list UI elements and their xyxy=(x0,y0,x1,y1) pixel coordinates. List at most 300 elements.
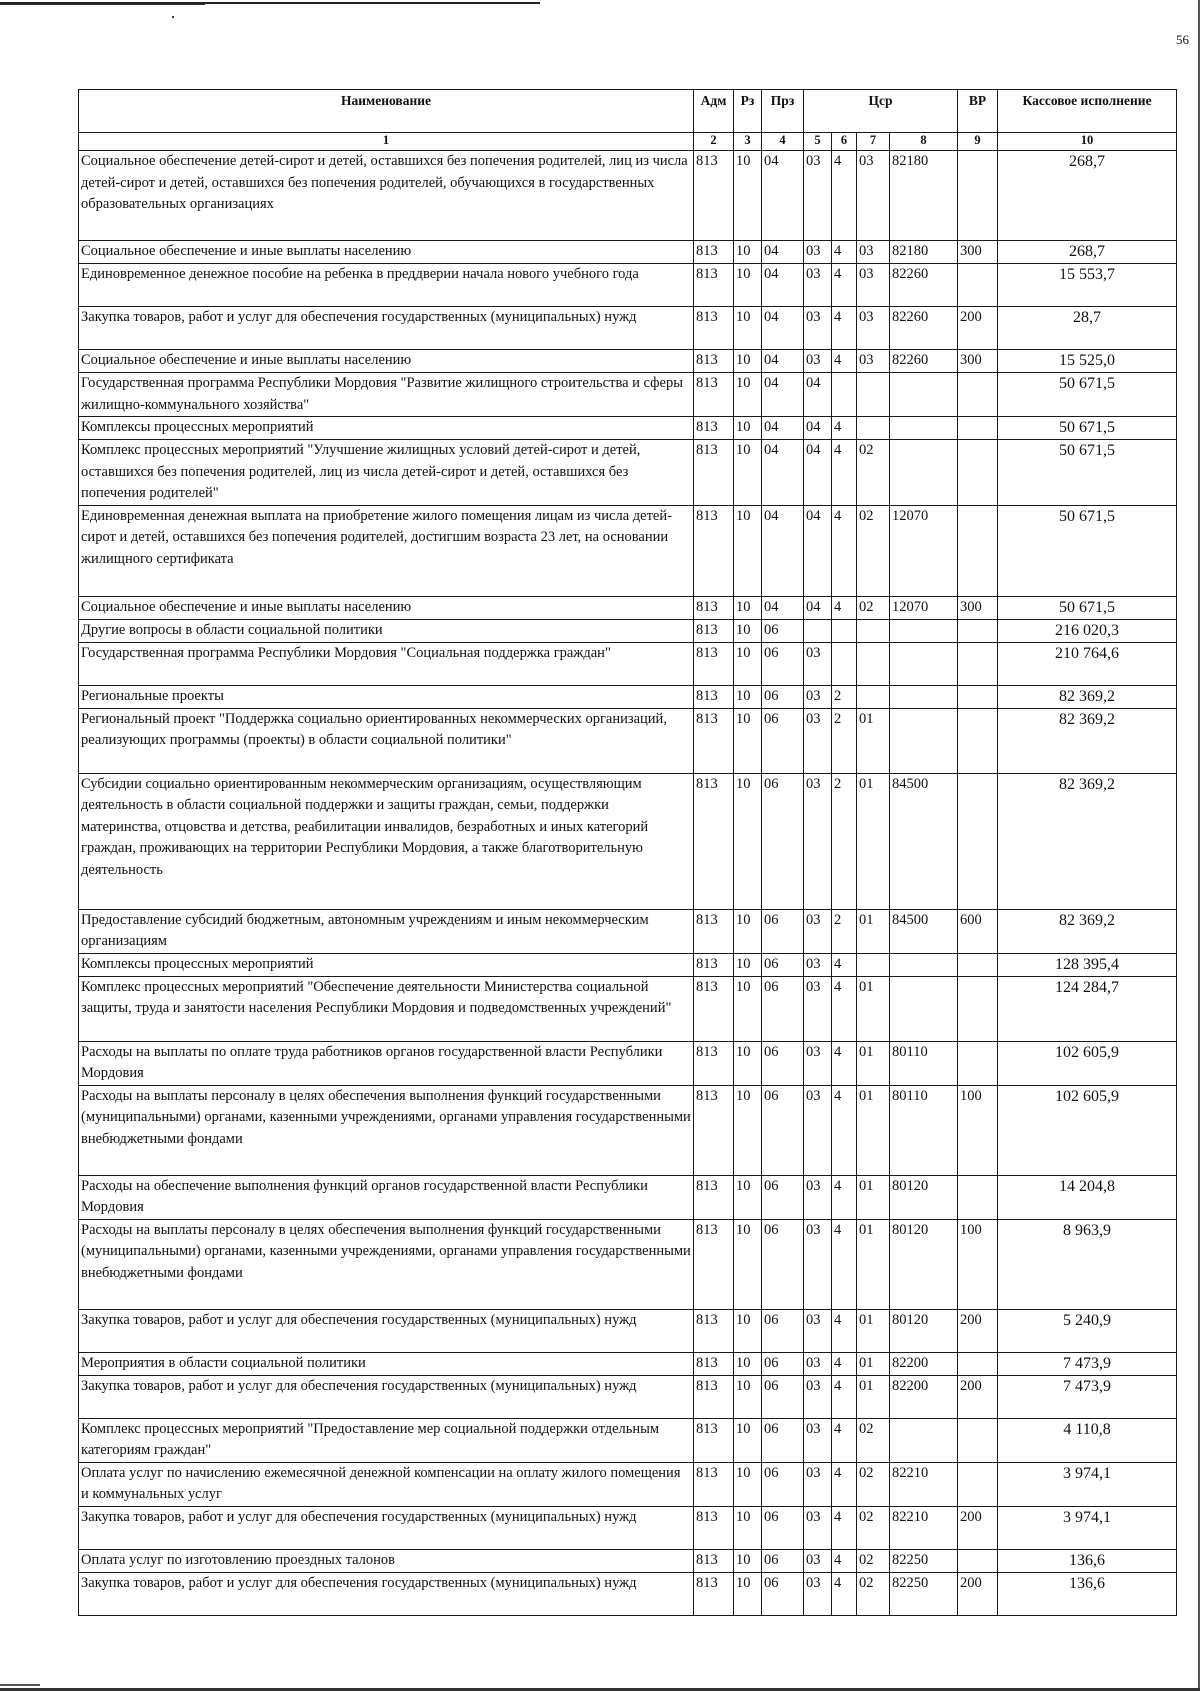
row-tsr-part3: 01 xyxy=(857,708,890,773)
row-adm-code: 813 xyxy=(694,1462,734,1506)
row-name: Закупка товаров, работ и услуг для обеспечения государственных (муниципальных) нужд xyxy=(79,1375,694,1418)
row-tsr-part3: 02 xyxy=(857,440,890,506)
row-amount: 7 473,9 xyxy=(998,1352,1177,1375)
header-rz: Рз xyxy=(734,90,762,133)
row-prz-code: 06 xyxy=(762,1041,804,1085)
row-tsr-part3: 02 xyxy=(857,1549,890,1572)
row-tsr-part4 xyxy=(890,685,958,708)
row-adm-code: 813 xyxy=(694,1219,734,1309)
row-tsr-part3: 02 xyxy=(857,596,890,619)
row-rz-code: 10 xyxy=(734,953,762,976)
col-number: 1 xyxy=(79,133,694,151)
row-vr-code xyxy=(958,619,998,642)
row-prz-code: 04 xyxy=(762,151,804,241)
col-number: 10 xyxy=(998,133,1177,151)
row-tsr-part3: 01 xyxy=(857,909,890,953)
row-tsr-part4: 82250 xyxy=(890,1549,958,1572)
table-row xyxy=(79,1572,1177,1615)
row-tsr-part4: 82210 xyxy=(890,1506,958,1549)
row-tsr-part1: 03 xyxy=(804,264,832,307)
row-tsr-part2: 4 xyxy=(832,1462,857,1506)
row-prz-code: 06 xyxy=(762,976,804,1041)
scan-artifact-dot xyxy=(172,16,174,18)
row-vr-code xyxy=(958,264,998,307)
row-tsr-part3 xyxy=(857,373,890,417)
row-tsr-part1: 03 xyxy=(804,1175,832,1219)
row-tsr-part4: 12070 xyxy=(890,596,958,619)
row-adm-code: 813 xyxy=(694,373,734,417)
row-tsr-part4 xyxy=(890,642,958,685)
row-rz-code: 10 xyxy=(734,151,762,241)
row-tsr-part2: 4 xyxy=(832,264,857,307)
col-number: 5 xyxy=(804,133,832,151)
row-name: Расходы на выплаты персоналу в целях обеспечения выполнения функций государственными (муниципальными) органами, казенными учреждениями, органами управления государственными внебюджетными фондами xyxy=(79,1085,694,1175)
table-row xyxy=(79,1041,1177,1085)
row-name: Закупка товаров, работ и услуг для обеспечения государственных (муниципальных) нужд xyxy=(79,1309,694,1352)
row-adm-code: 813 xyxy=(694,151,734,241)
row-name: Другие вопросы в области социальной политики xyxy=(79,619,694,642)
row-tsr-part1: 03 xyxy=(804,1375,832,1418)
row-prz-code: 04 xyxy=(762,307,804,350)
table-row xyxy=(79,619,1177,642)
row-tsr-part4: 82260 xyxy=(890,307,958,350)
table-row xyxy=(79,1175,1177,1219)
row-tsr-part2: 4 xyxy=(832,1549,857,1572)
row-tsr-part1: 03 xyxy=(804,1462,832,1506)
row-adm-code: 813 xyxy=(694,708,734,773)
row-prz-code: 06 xyxy=(762,708,804,773)
row-amount: 7 473,9 xyxy=(998,1375,1177,1418)
row-tsr-part2 xyxy=(832,619,857,642)
row-vr-code: 600 xyxy=(958,909,998,953)
row-tsr-part3: 02 xyxy=(857,1418,890,1462)
row-name: Государственная программа Республики Мордовия "Развитие жилищного строительства и сферы жилищно-коммунального хозяйства" xyxy=(79,373,694,417)
row-tsr-part2: 4 xyxy=(832,417,857,440)
row-prz-code: 04 xyxy=(762,241,804,264)
row-prz-code: 06 xyxy=(762,619,804,642)
row-tsr-part4 xyxy=(890,619,958,642)
row-tsr-part1: 03 xyxy=(804,241,832,264)
col-number: 9 xyxy=(958,133,998,151)
row-tsr-part1: 03 xyxy=(804,909,832,953)
scan-artifact-top xyxy=(0,2,540,4)
row-tsr-part1: 03 xyxy=(804,1085,832,1175)
row-adm-code: 813 xyxy=(694,1549,734,1572)
row-tsr-part3: 03 xyxy=(857,307,890,350)
row-tsr-part4: 82180 xyxy=(890,241,958,264)
row-rz-code: 10 xyxy=(734,1506,762,1549)
row-tsr-part2: 2 xyxy=(832,708,857,773)
row-adm-code: 813 xyxy=(694,1041,734,1085)
column-number-row xyxy=(79,133,1177,151)
row-name: Единовременное денежное пособие на ребенка в преддверии начала нового учебного года xyxy=(79,264,694,307)
row-amount: 3 974,1 xyxy=(998,1506,1177,1549)
row-tsr-part4: 82260 xyxy=(890,264,958,307)
row-name: Социальное обеспечение детей-сирот и детей, оставшихся без попечения родителей, лиц из числа детей-сирот и детей, оставшихся без попечения родителей, обучающихся в государственных образовательных организациях xyxy=(79,151,694,241)
row-prz-code: 06 xyxy=(762,685,804,708)
row-vr-code xyxy=(958,1418,998,1462)
row-vr-code xyxy=(958,708,998,773)
row-name: Субсидии социально ориентированным некоммерческим организациям, осуществляющим деятельность в области социальной поддержки и защиты граждан, семьи, поддержки материнства, отцовства и детства, реабилитации инвалидов, безработных и иных категорий граждан, проживающих на территории Республики Мордовия, а также благотворительную деятельность xyxy=(79,773,694,909)
row-amount: 4 110,8 xyxy=(998,1418,1177,1462)
row-tsr-part4: 82200 xyxy=(890,1375,958,1418)
row-tsr-part2: 4 xyxy=(832,440,857,506)
table-row xyxy=(79,350,1177,373)
row-name: Расходы на выплаты по оплате труда работников органов государственной власти Республики Мордовия xyxy=(79,1041,694,1085)
table-row xyxy=(79,953,1177,976)
row-adm-code: 813 xyxy=(694,1309,734,1352)
row-adm-code: 813 xyxy=(694,350,734,373)
row-name: Закупка товаров, работ и услуг для обеспечения государственных (муниципальных) нужд xyxy=(79,1572,694,1615)
row-adm-code: 813 xyxy=(694,953,734,976)
table-row xyxy=(79,1352,1177,1375)
row-tsr-part4: 80110 xyxy=(890,1085,958,1175)
row-tsr-part3: 02 xyxy=(857,1462,890,1506)
row-adm-code: 813 xyxy=(694,417,734,440)
row-vr-code xyxy=(958,642,998,685)
row-amount: 28,7 xyxy=(998,307,1177,350)
row-name: Региональные проекты xyxy=(79,685,694,708)
row-tsr-part4: 80120 xyxy=(890,1219,958,1309)
row-tsr-part3 xyxy=(857,685,890,708)
table-row xyxy=(79,685,1177,708)
row-vr-code xyxy=(958,440,998,506)
table-row xyxy=(79,708,1177,773)
row-tsr-part2: 4 xyxy=(832,241,857,264)
row-amount: 128 395,4 xyxy=(998,953,1177,976)
row-adm-code: 813 xyxy=(694,1506,734,1549)
col-number: 3 xyxy=(734,133,762,151)
row-vr-code xyxy=(958,976,998,1041)
row-tsr-part3: 03 xyxy=(857,350,890,373)
row-name: Социальное обеспечение и иные выплаты населению xyxy=(79,596,694,619)
row-tsr-part2: 2 xyxy=(832,909,857,953)
row-tsr-part2: 4 xyxy=(832,1572,857,1615)
row-tsr-part3: 01 xyxy=(857,1375,890,1418)
row-prz-code: 06 xyxy=(762,953,804,976)
row-tsr-part1: 03 xyxy=(804,1309,832,1352)
row-prz-code: 06 xyxy=(762,1572,804,1615)
row-adm-code: 813 xyxy=(694,1175,734,1219)
col-number: 7 xyxy=(857,133,890,151)
budget-table xyxy=(78,89,1177,1616)
row-vr-code xyxy=(958,685,998,708)
row-vr-code xyxy=(958,773,998,909)
row-tsr-part1: 03 xyxy=(804,642,832,685)
row-tsr-part1: 03 xyxy=(804,1549,832,1572)
row-rz-code: 10 xyxy=(734,1041,762,1085)
row-tsr-part3: 01 xyxy=(857,976,890,1041)
row-tsr-part2: 4 xyxy=(832,596,857,619)
row-vr-code: 300 xyxy=(958,241,998,264)
row-amount: 82 369,2 xyxy=(998,773,1177,909)
row-tsr-part2: 4 xyxy=(832,1175,857,1219)
row-tsr-part2: 4 xyxy=(832,1041,857,1085)
row-prz-code: 06 xyxy=(762,773,804,909)
row-prz-code: 04 xyxy=(762,596,804,619)
table-row xyxy=(79,241,1177,264)
row-vr-code xyxy=(958,1041,998,1085)
row-rz-code: 10 xyxy=(734,307,762,350)
table-row xyxy=(79,1549,1177,1572)
table-row xyxy=(79,1462,1177,1506)
row-rz-code: 10 xyxy=(734,1418,762,1462)
table-row xyxy=(79,773,1177,909)
row-amount: 15 525,0 xyxy=(998,350,1177,373)
row-rz-code: 10 xyxy=(734,909,762,953)
row-name: Социальное обеспечение и иные выплаты населению xyxy=(79,241,694,264)
row-rz-code: 10 xyxy=(734,619,762,642)
row-tsr-part4 xyxy=(890,440,958,506)
row-tsr-part1: 03 xyxy=(804,1352,832,1375)
row-name: Комплекс процессных мероприятий "Предоставление мер социальной поддержки отдельным категориям граждан" xyxy=(79,1418,694,1462)
row-adm-code: 813 xyxy=(694,773,734,909)
row-prz-code: 06 xyxy=(762,909,804,953)
table-row xyxy=(79,264,1177,307)
row-tsr-part1: 03 xyxy=(804,1041,832,1085)
row-adm-code: 813 xyxy=(694,1418,734,1462)
row-vr-code xyxy=(958,373,998,417)
row-tsr-part1: 03 xyxy=(804,708,832,773)
header-amount: Кассовое исполнение xyxy=(998,90,1177,133)
scan-artifact-bottom-left xyxy=(0,1684,40,1686)
row-name: Социальное обеспечение и иные выплаты населению xyxy=(79,350,694,373)
row-amount: 268,7 xyxy=(998,151,1177,241)
row-tsr-part2: 4 xyxy=(832,953,857,976)
row-tsr-part1: 03 xyxy=(804,976,832,1041)
row-tsr-part4: 84500 xyxy=(890,773,958,909)
row-amount: 268,7 xyxy=(998,241,1177,264)
row-name: Региональный проект "Поддержка социально ориентированных некоммерческих организаций, реализующих программы (проекты) в области социальной политики" xyxy=(79,708,694,773)
row-vr-code: 100 xyxy=(958,1085,998,1175)
row-prz-code: 06 xyxy=(762,1309,804,1352)
row-amount: 50 671,5 xyxy=(998,417,1177,440)
row-adm-code: 813 xyxy=(694,976,734,1041)
row-rz-code: 10 xyxy=(734,1219,762,1309)
row-amount: 216 020,3 xyxy=(998,619,1177,642)
row-amount: 50 671,5 xyxy=(998,373,1177,417)
row-adm-code: 813 xyxy=(694,596,734,619)
row-amount: 14 204,8 xyxy=(998,1175,1177,1219)
row-amount: 102 605,9 xyxy=(998,1041,1177,1085)
row-vr-code: 100 xyxy=(958,1219,998,1309)
row-amount: 82 369,2 xyxy=(998,685,1177,708)
row-tsr-part1: 04 xyxy=(804,373,832,417)
row-name: Предоставление субсидий бюджетным, автономным учреждениям и иным некоммерческим организациям xyxy=(79,909,694,953)
row-tsr-part3: 03 xyxy=(857,241,890,264)
col-number: 8 xyxy=(890,133,958,151)
row-tsr-part3: 01 xyxy=(857,1309,890,1352)
table-row xyxy=(79,1085,1177,1175)
row-prz-code: 04 xyxy=(762,505,804,596)
row-tsr-part3: 02 xyxy=(857,1572,890,1615)
table-row xyxy=(79,1506,1177,1549)
row-name: Комплекс процессных мероприятий "Улучшение жилищных условий детей-сирот и детей, оставшихся без попечения родителей, лиц из числа детей-сирот и детей, оставшихся без попечения родителей" xyxy=(79,440,694,506)
row-adm-code: 813 xyxy=(694,1572,734,1615)
row-tsr-part1: 03 xyxy=(804,350,832,373)
row-tsr-part1: 03 xyxy=(804,953,832,976)
row-rz-code: 10 xyxy=(734,708,762,773)
row-vr-code: 300 xyxy=(958,596,998,619)
row-prz-code: 04 xyxy=(762,440,804,506)
row-adm-code: 813 xyxy=(694,685,734,708)
row-rz-code: 10 xyxy=(734,505,762,596)
row-name: Закупка товаров, работ и услуг для обеспечения государственных (муниципальных) нужд xyxy=(79,1506,694,1549)
row-name: Закупка товаров, работ и услуг для обеспечения государственных (муниципальных) нужд xyxy=(79,307,694,350)
row-tsr-part3: 02 xyxy=(857,1506,890,1549)
row-rz-code: 10 xyxy=(734,1085,762,1175)
row-name: Комплексы процессных мероприятий xyxy=(79,417,694,440)
row-amount: 3 974,1 xyxy=(998,1462,1177,1506)
row-name: Оплата услуг по начислению ежемесячной денежной компенсации на оплату жилого помещения и коммунальных услуг xyxy=(79,1462,694,1506)
row-rz-code: 10 xyxy=(734,1175,762,1219)
row-tsr-part1: 03 xyxy=(804,1506,832,1549)
page-number: 56 xyxy=(1176,32,1189,47)
row-tsr-part3: 01 xyxy=(857,1085,890,1175)
row-tsr-part1: 03 xyxy=(804,151,832,241)
row-vr-code: 200 xyxy=(958,307,998,350)
row-rz-code: 10 xyxy=(734,1462,762,1506)
table-row xyxy=(79,909,1177,953)
row-tsr-part3: 01 xyxy=(857,1175,890,1219)
row-tsr-part4 xyxy=(890,708,958,773)
row-tsr-part1: 03 xyxy=(804,1572,832,1615)
row-tsr-part3: 01 xyxy=(857,773,890,909)
row-adm-code: 813 xyxy=(694,1085,734,1175)
row-tsr-part2: 4 xyxy=(832,1085,857,1175)
row-tsr-part2: 4 xyxy=(832,1309,857,1352)
row-tsr-part3: 02 xyxy=(857,505,890,596)
row-tsr-part4 xyxy=(890,1418,958,1462)
table-row xyxy=(79,642,1177,685)
row-tsr-part3: 01 xyxy=(857,1219,890,1309)
row-adm-code: 813 xyxy=(694,642,734,685)
row-amount: 82 369,2 xyxy=(998,909,1177,953)
row-tsr-part2 xyxy=(832,642,857,685)
row-prz-code: 06 xyxy=(762,1219,804,1309)
row-rz-code: 10 xyxy=(734,642,762,685)
table-body xyxy=(79,151,1177,1616)
row-rz-code: 10 xyxy=(734,685,762,708)
row-vr-code: 300 xyxy=(958,350,998,373)
row-tsr-part2: 4 xyxy=(832,1375,857,1418)
row-tsr-part4 xyxy=(890,976,958,1041)
row-tsr-part4: 84500 xyxy=(890,909,958,953)
row-tsr-part4: 80120 xyxy=(890,1309,958,1352)
row-tsr-part4: 80120 xyxy=(890,1175,958,1219)
row-prz-code: 06 xyxy=(762,1175,804,1219)
row-prz-code: 06 xyxy=(762,1352,804,1375)
table-row xyxy=(79,1375,1177,1418)
row-tsr-part2: 4 xyxy=(832,1219,857,1309)
row-name: Комплексы процессных мероприятий xyxy=(79,953,694,976)
row-rz-code: 10 xyxy=(734,350,762,373)
row-tsr-part2: 4 xyxy=(832,1418,857,1462)
row-adm-code: 813 xyxy=(694,505,734,596)
row-vr-code: 200 xyxy=(958,1309,998,1352)
row-amount: 102 605,9 xyxy=(998,1085,1177,1175)
row-amount: 15 553,7 xyxy=(998,264,1177,307)
row-vr-code: 200 xyxy=(958,1506,998,1549)
header-row xyxy=(79,90,1177,133)
row-tsr-part4: 82200 xyxy=(890,1352,958,1375)
row-vr-code xyxy=(958,1175,998,1219)
table-row xyxy=(79,596,1177,619)
row-tsr-part1: 03 xyxy=(804,1219,832,1309)
row-rz-code: 10 xyxy=(734,1572,762,1615)
row-prz-code: 06 xyxy=(762,1375,804,1418)
row-adm-code: 813 xyxy=(694,241,734,264)
row-vr-code xyxy=(958,1352,998,1375)
row-adm-code: 813 xyxy=(694,1352,734,1375)
table-row xyxy=(79,151,1177,241)
row-tsr-part2: 4 xyxy=(832,505,857,596)
row-tsr-part4: 82260 xyxy=(890,350,958,373)
header-tsr: Цср xyxy=(804,90,958,133)
row-tsr-part2: 2 xyxy=(832,773,857,909)
row-amount: 50 671,5 xyxy=(998,596,1177,619)
row-amount: 5 240,9 xyxy=(998,1309,1177,1352)
row-tsr-part4 xyxy=(890,417,958,440)
row-prz-code: 04 xyxy=(762,417,804,440)
row-adm-code: 813 xyxy=(694,440,734,506)
row-rz-code: 10 xyxy=(734,1549,762,1572)
table-row xyxy=(79,1309,1177,1352)
row-tsr-part4: 80110 xyxy=(890,1041,958,1085)
row-tsr-part1: 04 xyxy=(804,417,832,440)
row-tsr-part4: 82250 xyxy=(890,1572,958,1615)
row-name: Единовременная денежная выплата на приобретение жилого помещения лицам из числа детей-сирот и детей, оставшихся без попечения родителей, достигшим возраста 23 лет, на основании жилищного сертификата xyxy=(79,505,694,596)
row-tsr-part3 xyxy=(857,642,890,685)
row-name: Государственная программа Республики Мордовия "Социальная поддержка граждан" xyxy=(79,642,694,685)
table-row xyxy=(79,417,1177,440)
row-amount: 8 963,9 xyxy=(998,1219,1177,1309)
row-prz-code: 06 xyxy=(762,1085,804,1175)
row-tsr-part1: 04 xyxy=(804,505,832,596)
row-tsr-part3: 01 xyxy=(857,1352,890,1375)
row-tsr-part1: 03 xyxy=(804,307,832,350)
row-vr-code: 200 xyxy=(958,1375,998,1418)
row-amount: 82 369,2 xyxy=(998,708,1177,773)
row-tsr-part3: 01 xyxy=(857,1041,890,1085)
row-tsr-part4: 82180 xyxy=(890,151,958,241)
row-tsr-part1: 04 xyxy=(804,596,832,619)
row-rz-code: 10 xyxy=(734,1309,762,1352)
row-adm-code: 813 xyxy=(694,1375,734,1418)
table-row xyxy=(79,1418,1177,1462)
header-prz: Прз xyxy=(762,90,804,133)
row-tsr-part2: 4 xyxy=(832,350,857,373)
row-vr-code: 200 xyxy=(958,1572,998,1615)
row-amount: 210 764,6 xyxy=(998,642,1177,685)
table-row xyxy=(79,440,1177,506)
row-amount: 50 671,5 xyxy=(998,505,1177,596)
row-name: Мероприятия в области социальной политики xyxy=(79,1352,694,1375)
row-prz-code: 06 xyxy=(762,1418,804,1462)
row-rz-code: 10 xyxy=(734,373,762,417)
row-tsr-part3: 03 xyxy=(857,264,890,307)
row-tsr-part3 xyxy=(857,417,890,440)
row-adm-code: 813 xyxy=(694,909,734,953)
row-tsr-part4 xyxy=(890,953,958,976)
row-prz-code: 06 xyxy=(762,1462,804,1506)
row-vr-code xyxy=(958,505,998,596)
row-tsr-part4: 82210 xyxy=(890,1462,958,1506)
row-tsr-part3: 03 xyxy=(857,151,890,241)
row-tsr-part2: 4 xyxy=(832,307,857,350)
row-tsr-part2: 4 xyxy=(832,151,857,241)
row-name: Расходы на выплаты персоналу в целях обеспечения выполнения функций государственными (муниципальными) органами, казенными учреждениями, органами управления государственными внебюджетными фондами xyxy=(79,1219,694,1309)
